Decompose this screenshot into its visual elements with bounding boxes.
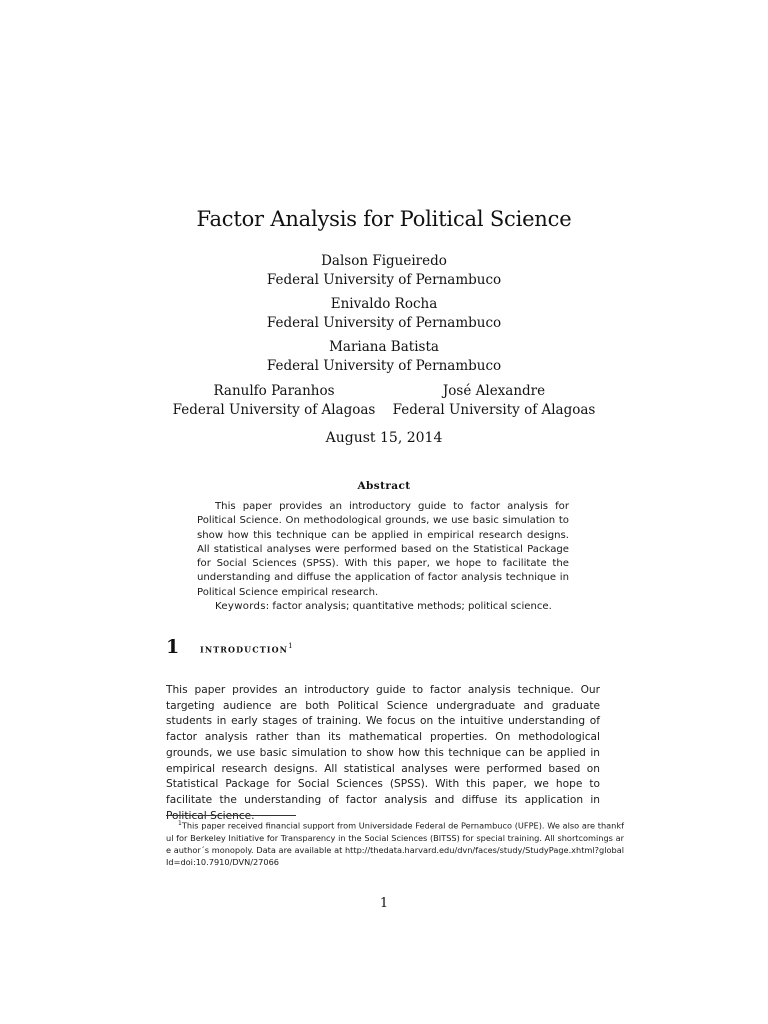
footnote-number: 1 [178, 820, 182, 827]
author-3 [0, 338, 768, 375]
author-5 [388, 382, 600, 419]
section-body [166, 683, 600, 824]
section-heading [166, 636, 606, 660]
keywords-label: Keywords [215, 601, 266, 613]
page-number: 1 [379, 896, 389, 911]
author-affiliation: Federal University of Pernambuco [266, 314, 502, 331]
author-name: Mariana Batista [329, 339, 439, 355]
author-affiliation: Federal University of Alagoas [392, 401, 596, 418]
author-name: José Alexandre [442, 383, 546, 399]
keywords-line [197, 600, 569, 614]
author-affiliation: Federal University of Alagoas [172, 401, 376, 418]
author-name: Dalson Figueiredo [321, 253, 447, 269]
abstract-text: This paper provides an introductory guide to factor analysis for Political Science. On methodological grounds, we use basic simulation to show how this technique can be applied in empirical research designs. All statistical analyses were performed based on the Statistical Package for Social Sciences (SPSS). With this paper, we hope to facilitate the understanding and diffuse the application of factor analysis technique in Political Science empirical research. [197, 501, 569, 598]
author-1 [0, 252, 768, 289]
section-number: 1 [166, 636, 180, 658]
author-name: Enivaldo Rocha [330, 296, 438, 312]
footnote-marker: 1 [288, 642, 294, 650]
author-affiliation: Federal University of Pernambuco [266, 357, 502, 374]
body-paragraph: This paper provides an introductory guide to factor analysis technique. Our targeting audience are both Political Science undergraduate and graduate students in early stages of training. We focus on the intuitive understanding of factor analysis rather than its mathematical properties. On methodological grounds, we use basic simulation to show how this technique can be applied in empirical research designs. All statistical analyses were performed based on Statistical Package for Social Sciences (SPSS). With this paper, we hope to facilitate the understanding of factor analysis and diffuse its application in Political Science. [166, 684, 600, 822]
keywords-text: : factor analysis; quantitative methods; political science. [265, 601, 552, 613]
paper-date: August 15, 2014 [325, 430, 443, 446]
abstract-heading: Abstract [357, 480, 411, 492]
author-4 [168, 382, 380, 419]
footnote [166, 818, 624, 868]
section-title-text: introduction [200, 642, 289, 656]
paper-title: Factor Analysis for Political Science [196, 207, 572, 231]
abstract [197, 500, 569, 614]
author-name: Ranulfo Paranhos [213, 383, 335, 399]
author-2 [0, 295, 768, 332]
footnote-text: This paper received financial support from Universidade Federal de Pernambuco (UFPE). We also are thankful for Berkeley Initiative for Transparency in the Social Sciences (BITSS) for special training. All shortcomings are author´s monopoly. Data are available at http://thedata.harvard.edu/dvn/faces/study/StudyPage.xhtml?globalId=doi:10.7910/DVN/27066 [166, 820, 624, 867]
section-title [200, 642, 294, 656]
author-affiliation: Federal University of Pernambuco [266, 271, 502, 288]
footnote-divider [166, 815, 296, 816]
